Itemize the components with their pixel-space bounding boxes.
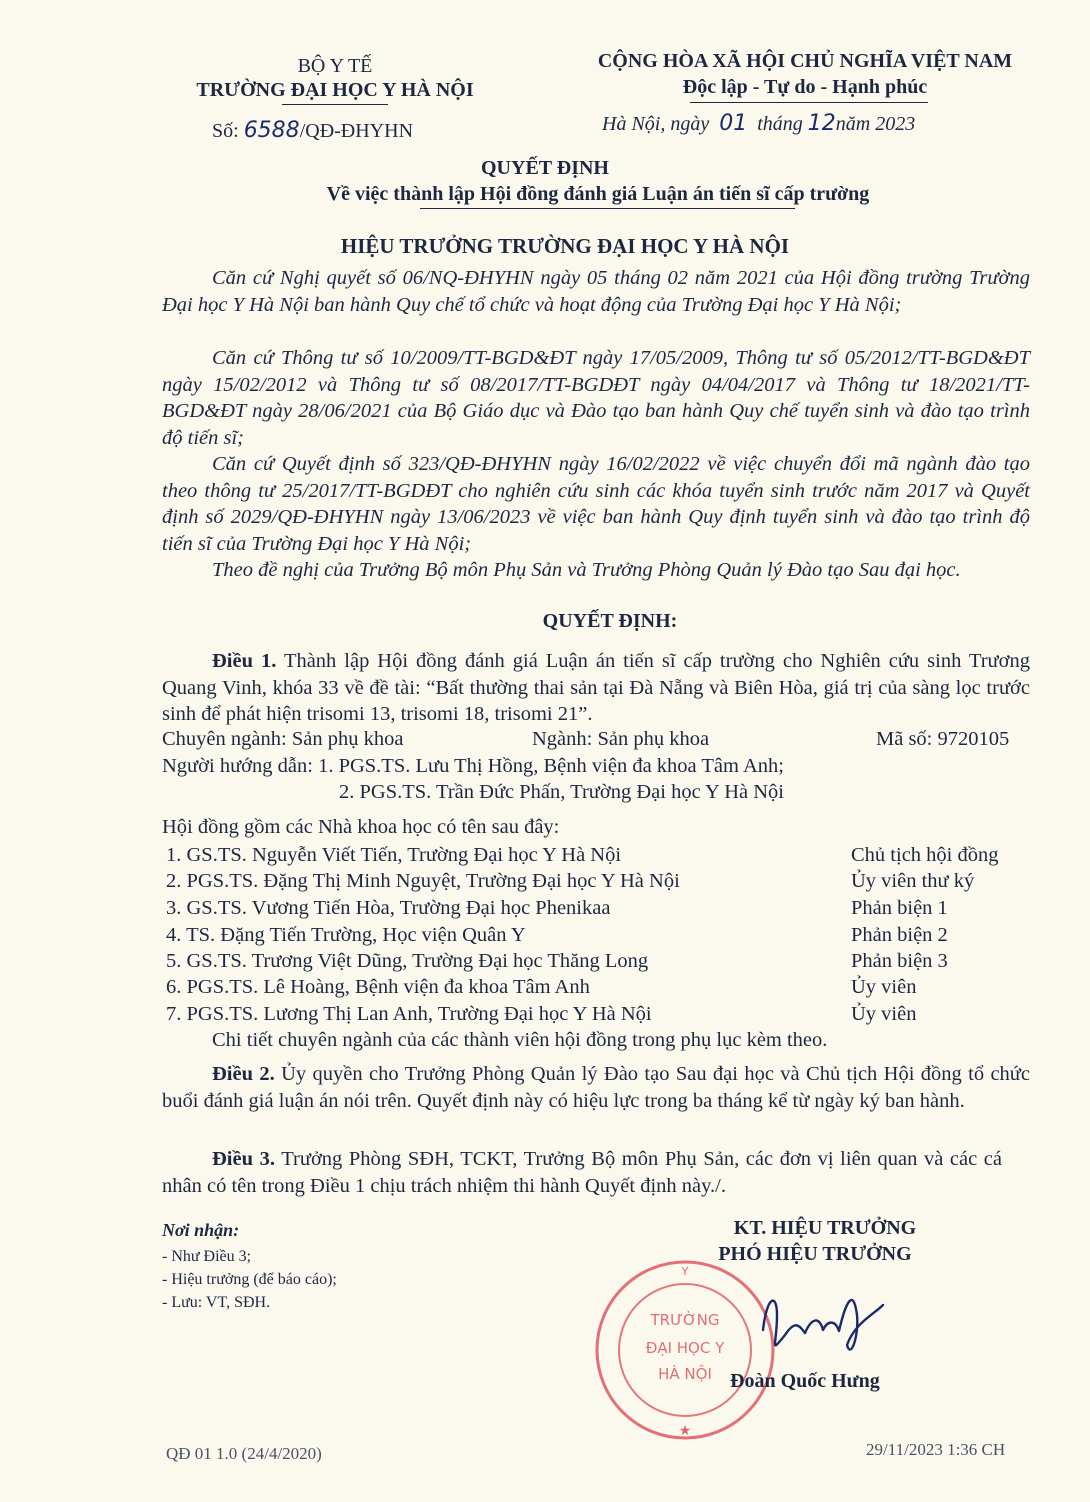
recipient-item: - Lưu: VT, SĐH. [162,1294,271,1311]
date-prefix: Hà Nội, ngày [602,113,710,135]
date-suffix: năm 2023 [835,113,916,135]
printed-timestamp: 29/11/2023 1:36 CH [866,1440,1006,1459]
recipient-item: - Như Điều 3; [162,1248,252,1265]
advisor-2: 2. PGS.TS. Trần Đức Phấn, Trường Đại học Y Hà Nội [339,781,784,803]
handwritten-signature [755,1275,895,1365]
article-3-label: Điều 3. [212,1148,275,1170]
school-name: TRƯỜNG ĐẠI HỌC Y HÀ NỘI [196,79,474,101]
basis-4: Theo đề nghị của Trưởng Bộ môn Phụ Sản và Trưởng Phòng Quản lý Đào tạo Sau đại học. [212,559,961,581]
recipients-heading: Nơi nhận: [162,1220,240,1240]
member-name: 5. GS.TS. Trương Việt Dũng, Trường Đại học Thăng Long [166,950,649,972]
issue-date [602,111,915,136]
national-motto: Độc lập - Tự do - Hạnh phúc [682,76,928,98]
council-intro: Hội đồng gồm các Nhà khoa học có tên sau đây: [162,816,560,838]
svg-text:★: ★ [678,1423,692,1439]
article-3-text: Trưởng Phòng SĐH, TCKT, Trưởng Bộ môn Phụ Sản, các đơn vị liên quan và các cá nhân có tên trong Điều 1 chịu trách nhiệm thi hành Quyết định này./. [162,1148,1003,1197]
appendix-note: Chi tiết chuyên ngành của các thành viên hội đồng trong phụ lục kèm theo. [212,1029,828,1051]
authority-heading: HIỆU TRƯỞNG TRƯỜNG ĐẠI HỌC Y HÀ NỘI [340,234,790,258]
member-role: Chủ tịch hội đồng [851,844,999,866]
date-month: 12 [807,111,836,136]
basis-3: Căn cứ Quyết định số 323/QĐ-ĐHYHN ngày 16/02/2022 về việc chuyển đổi mã ngành đào tạo theo thông tư 25/2017/TT-BGDĐT cho nghiên cứu sinh các khóa tuyển sinh trước năm 2017 và Quyết định số 2029/QĐ-ĐHYHN ngày 13/06/2023 về việc ban hành Quy định tuyển sinh và đào tạo trình độ tiến sĩ của Trường Đại học Y Hà Nội; [162,453,1030,555]
member-name: 7. PGS.TS. Lương Thị Lan Anh, Trường Đại học Y Hà Nội [166,1003,652,1025]
basis-1: Căn cứ Nghị quyết số 06/NQ-ĐHYHN ngày 05 tháng 02 năm 2021 của Hội đồng trường Trường Đại học Y Hà Nội ban hành Quy chế tổ chức và hoạt động của Trường Đại học Y Hà Nội; [162,267,1030,316]
specialty: Chuyên ngành: Sản phụ khoa [162,728,404,750]
field-code: Mã số: 9720105 [876,728,1010,750]
signature-title-1: KT. HIỆU TRƯỞNG [733,1217,917,1239]
number-handwritten: 6588 [243,118,300,143]
decision-heading: QUYẾT ĐỊNH: [542,610,678,632]
svg-text:TRƯỜNG: TRƯỜNG [650,1311,720,1329]
header-left-underline [282,104,388,105]
decision-subject: Về việc thành lập Hội đồng đánh giá Luận án tiến sĩ cấp trường [326,183,870,205]
number-suffix: /QĐ-ĐHYHN [299,120,414,142]
member-role: Phản biện 1 [851,897,948,919]
article-1-label: Điều 1. [212,650,277,672]
subject-underline [420,208,795,209]
recipients-list [162,1245,337,1314]
article-2-text: Ủy quyền cho Trưởng Phòng Quản lý Đào tạo Sau đại học và Chủ tịch Hội đồng tổ chức buổi đánh giá luận án nói trên. Quyết định này có hiệu lực trong ba tháng kể từ ngày ký ban hành. [162,1063,1031,1112]
svg-text:HÀ NỘI: HÀ NỘI [658,1365,712,1383]
council-member [166,870,1026,896]
member-role: Ủy viên thư ký [851,870,975,892]
council-member [166,897,1026,923]
form-code: QĐ 01 1.0 (24/4/2020) [166,1444,322,1463]
number-prefix: Số: [212,120,239,142]
decision-title: QUYẾT ĐỊNH [481,157,609,179]
advisor-1: Người hướng dẫn: 1. PGS.TS. Lưu Thị Hồng, Bệnh viện đa khoa Tâm Anh; [162,755,784,777]
svg-text:Y: Y [681,1265,689,1278]
council-member [166,844,1026,870]
member-name: 3. GS.TS. Vương Tiến Hòa, Trường Đại học Phenikaa [166,897,611,919]
signer-name: Đoàn Quốc Hưng [730,1370,880,1392]
member-role: Phản biện 2 [851,924,948,946]
date-mid: tháng [757,113,803,135]
council-member [166,976,1026,1002]
field: Ngành: Sản phụ khoa [532,728,710,750]
article-1 [162,648,1030,728]
council-member [166,924,1026,950]
article-1-text: Thành lập Hội đồng đánh giá Luận án tiến sĩ cấp trường cho Nghiên cứu sinh Trương Quang Vinh, khóa 33 về đề tài: “Bất thường thai sản tại Đà Nẵng và Biên Hòa, giá trị của sàng lọc trước sinh để phát hiện trisomi 13, trisomi 18, trisomi 21”. [162,650,1030,725]
decision-number [212,118,413,143]
member-role: Phản biện 3 [851,950,948,972]
member-role: Ủy viên [851,976,917,998]
member-role: Ủy viên [851,1003,917,1025]
country-name: CỘNG HÒA XÃ HỘI CHỦ NGHĨA VIỆT NAM [597,50,1013,72]
ministry-name: BỘ Y TẾ [297,55,373,77]
council-member [166,1003,1026,1029]
article-2 [162,1061,1030,1114]
article-2-label: Điều 2. [212,1063,275,1085]
date-day: 01 [719,111,748,136]
motto-underline [690,102,928,103]
article-3 [162,1146,1002,1199]
basis-2: Căn cứ Thông tư số 10/2009/TT-BGD&ĐT ngày 17/05/2009, Thông tư số 05/2012/TT-BGD&ĐT ngày 15/02/2012 và Thông tư số 08/2017/TT-BGDĐT ngày 04/04/2017 và Thông tư 18/2021/TT-BGD&ĐT ngày 28/06/2021 của Bộ Giáo dục và Đào tạo ban hành Quy chế tuyển sinh và đào tạo trình độ tiến sĩ; [162,347,1030,449]
official-stamp [590,1255,780,1445]
svg-text:ĐẠI HỌC Y: ĐẠI HỌC Y [645,1339,725,1357]
council-member [166,950,1026,976]
recipient-item: - Hiệu trưởng (để báo cáo); [162,1271,337,1288]
member-name: 2. PGS.TS. Đặng Thị Minh Nguyệt, Trường Đại học Y Hà Nội [166,870,680,892]
member-name: 4. TS. Đặng Tiến Trường, Học viện Quân Y [166,924,526,946]
member-name: 6. PGS.TS. Lê Hoàng, Bệnh viện đa khoa Tâm Anh [166,976,590,998]
signature-title-2: PHÓ HIỆU TRƯỞNG [718,1243,912,1265]
member-name: 1. GS.TS. Nguyễn Viết Tiến, Trường Đại học Y Hà Nội [166,844,622,866]
